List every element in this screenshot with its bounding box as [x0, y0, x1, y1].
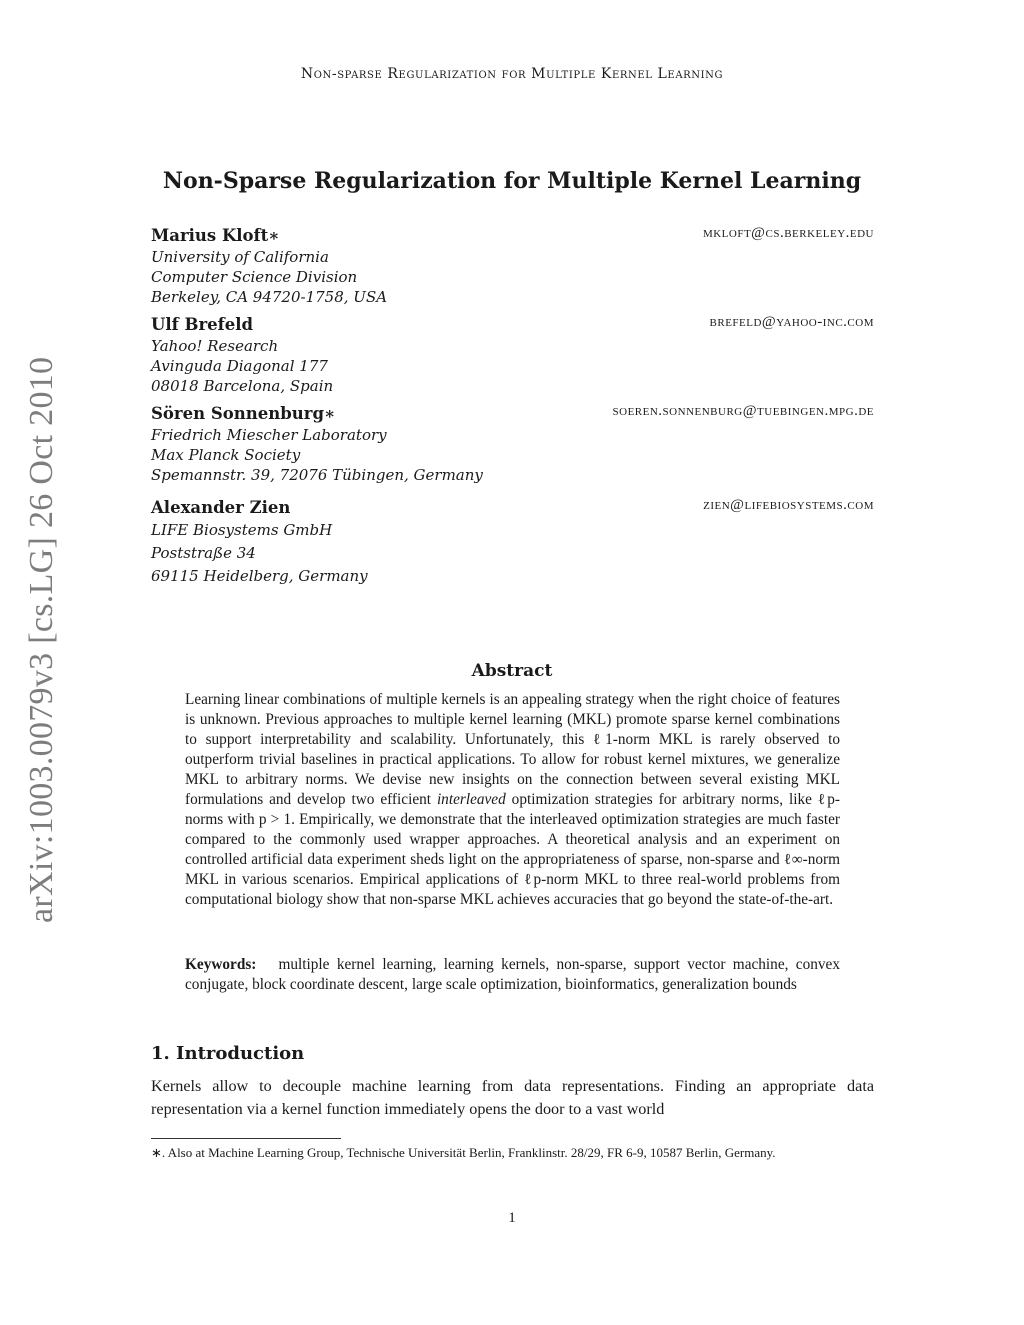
author-name: Marius Kloft∗ [151, 226, 280, 245]
author-block-2 [151, 314, 874, 396]
affiliation-line: 69115 Heidelberg, Germany [151, 567, 368, 585]
abstract-heading: Abstract [471, 661, 553, 681]
affiliation-line: Spemannstr. 39, 72076 Tübingen, Germany [151, 466, 483, 484]
affiliation-line: Yahoo! Research [151, 337, 279, 355]
affiliation-line: Friedrich Miescher Laboratory [151, 426, 387, 444]
affiliation-line: Avinguda Diagonal 177 [151, 357, 328, 375]
author-email: mkloft@cs.berkeley.edu [702, 225, 874, 241]
affiliation-line: Berkeley, CA 94720-1758, USA [151, 288, 388, 306]
abstract-text [185, 690, 840, 910]
author-block-1 [151, 225, 874, 307]
author-block-3 [151, 403, 874, 485]
affiliation-line: University of California [151, 248, 329, 266]
footnote: ∗. Also at Machine Learning Group, Technische Universität Berlin, Franklinstr. 28/29, FR 6-9, 10587 Berlin, Germany. [151, 1145, 776, 1160]
author-name: Alexander Zien [151, 498, 291, 517]
affiliation-line: Max Planck Society [151, 446, 301, 464]
running-head: Non-sparse Regularization for Multiple Kernel Learning [300, 66, 724, 82]
affiliation-line: Poststraße 34 [151, 544, 256, 562]
affiliation-line: 08018 Barcelona, Spain [151, 377, 334, 395]
author-email: zien@lifebiosystems.com [703, 497, 874, 513]
author-email: soeren.sonnenburg@tuebingen.mpg.de [612, 403, 874, 419]
section-text: Kernels allow to decouple machine learning from data representations. Finding an appropriate data representation via a kernel function immediately opens the door to a vast world [151, 1077, 874, 1118]
author-block-4 [151, 497, 874, 588]
affiliation-line: Computer Science Division [151, 268, 358, 286]
abstract-text-part: optimization strategies for arbitrary norms, like ℓp-norms with p > 1. Empirically, we demonstrate that the interleaved optimization strategies are much faster compared to the commonly used wrapper approaches. A theoretical analysis and an experiment on controlled artificial data experiment sheds light on the appropriateness of sparse, non-sparse and ℓ∞-norm MKL in various scenarios. Empirical applications of ℓp-norm MKL to three real-world problems from computational biology show that non-sparse MKL achieves accuracies that go beyond the state-of-the-art. [185, 791, 840, 908]
author-email: brefeld@yahoo-inc.com [709, 314, 874, 330]
paper-title: Non-Sparse Regularization for Multiple Kernel Learning [162, 168, 862, 194]
keywords-text: multiple kernel learning, learning kernels, non-sparse, support vector machine, convex conjugate, block coordinate descent, large scale optimization, bioinformatics, generalization bounds [185, 956, 840, 993]
affiliation-line: LIFE Biosystems GmbH [151, 521, 333, 539]
section-heading: 1. Introduction [151, 1043, 305, 1064]
footnote-divider [151, 1138, 341, 1139]
abstract-text-part: Learning linear combinations of multiple kernels is an appealing strategy when the right choice of features is unknown. Previous approaches to multiple kernel learning (MKL) promote sparse kernel combinations to support interpretability and scalability. Unfortunately, this ℓ1-norm MKL is rarely observed to outperform trivial baselines in practical applications. To allow for robust kernel mixtures, we generalize MKL to arbitrary norms. We devise new insights on the connection between several existing MKL formulations and develop two efficient [185, 691, 840, 808]
page-number: 1 [508, 1210, 516, 1226]
keywords [185, 955, 840, 995]
author-name: Sören Sonnenburg∗ [151, 404, 336, 423]
arxiv-identifier-stamp: arXiv:1003.0079v3 [cs.LG] 26 Oct 2010 [23, 356, 60, 923]
abstract-emphasis: interleaved [436, 791, 506, 808]
keywords-label: Keywords: [185, 956, 257, 973]
author-name: Ulf Brefeld [151, 315, 254, 334]
